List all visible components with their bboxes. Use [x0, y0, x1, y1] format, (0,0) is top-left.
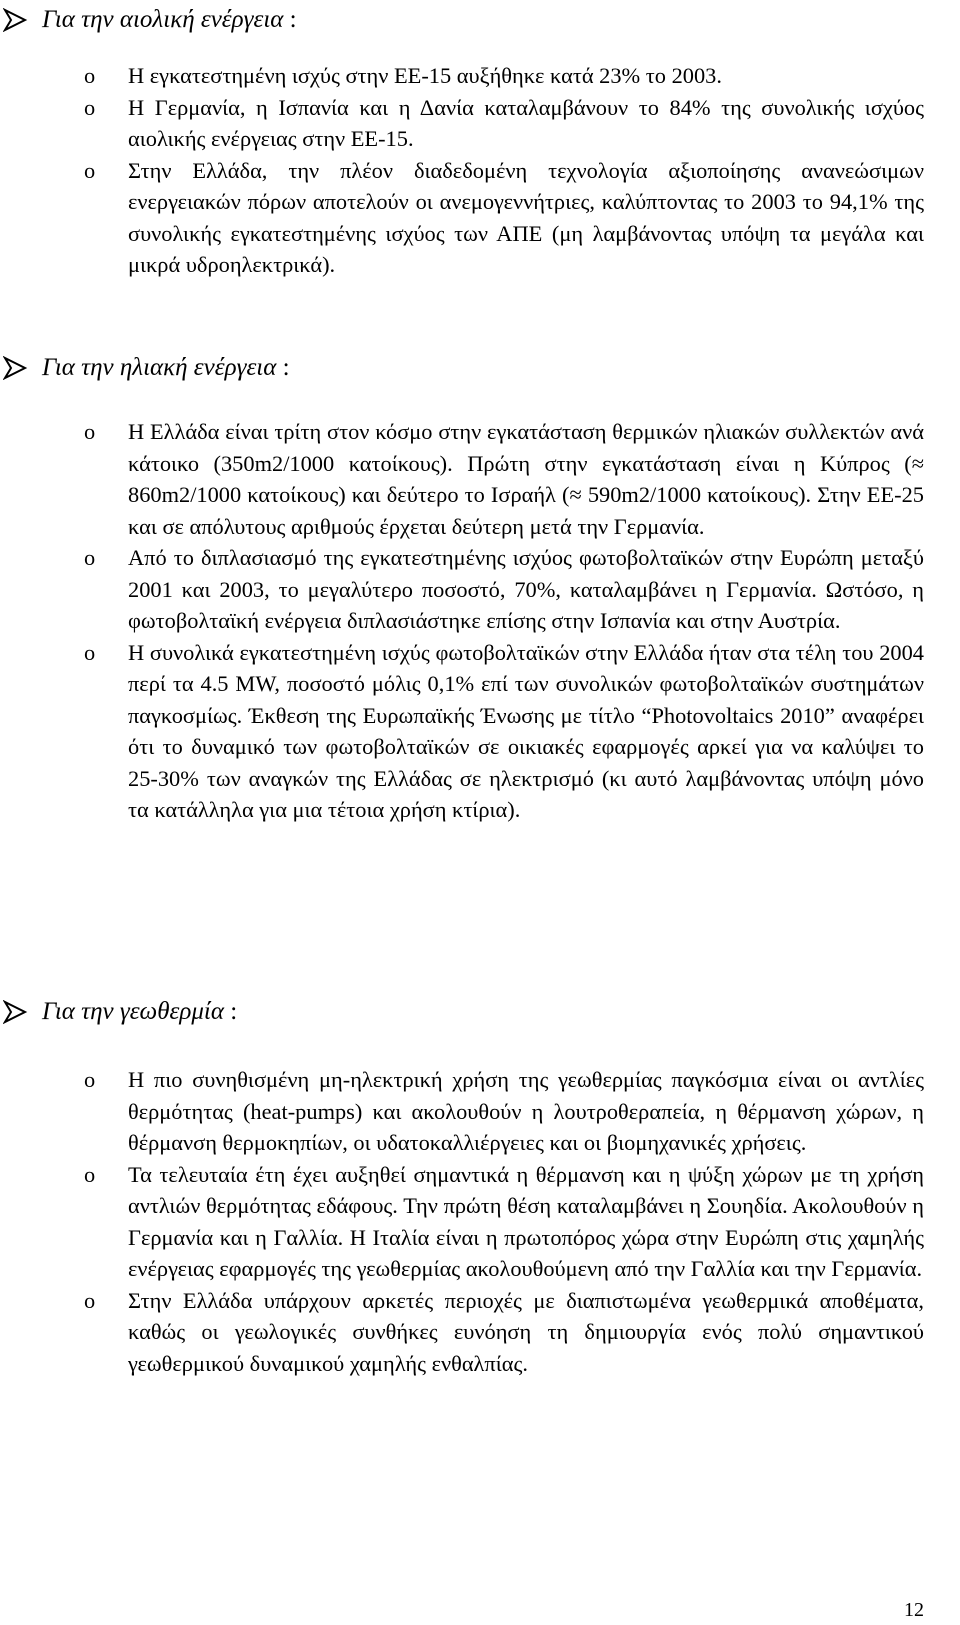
bullet-marker: o: [84, 639, 96, 665]
arrowhead-bullet-icon: [3, 992, 29, 1032]
section-title: Για την ηλιακή ενέργεια :: [42, 354, 290, 381]
section-wind-energy: [0, 0, 960, 281]
list-item: o Τα τελευταία έτη έχει αυξηθεί σημαντικά η θέρμανση και η ψύξη χώρων με τη χρήση αντλιών θερμότητας εδάφους. Την πρώτη θέση καταλαμβάνει η Σουηδία. Ακολουθούν η Γερμανία και η Γαλλία. Η Ιταλία είναι η πρωτοπόρος χώρα στην Ευρώπη στις χαμηλής ενέργειας εφαρμογές της γεωθερμίας ακολουθούμενη από την Γαλλία και την Γερμανία.: [0, 1159, 960, 1285]
page-number: 12: [904, 1599, 924, 1621]
section-title: Για την γεωθερμία :: [42, 998, 238, 1025]
bullet-marker: o: [84, 1287, 96, 1313]
section-heading: [0, 0, 960, 40]
bullet-list: [0, 416, 960, 826]
bullet-list: [0, 60, 960, 281]
bullet-list: [0, 1064, 960, 1379]
bullet-marker: o: [84, 419, 96, 444]
section-heading: [0, 992, 960, 1032]
section-geothermal: [0, 992, 960, 1379]
bullet-marker: o: [84, 94, 96, 120]
arrowhead-bullet-icon: [3, 348, 29, 388]
list-item: o Στην Ελλάδα υπάρχουν αρκετές περιοχές με διαπιστωμένα γεωθερμικά αποθέματα, καθώς οι γεωλογικές συνθήκες ευνόηση τη δημιουργία ενός πολύ σημαντικού γεωθερμικού δυναμικού χαμηλής ενθαλπίας.: [0, 1285, 960, 1380]
list-item: o Η Ελλάδα είναι τρίτη στον κόσμο στην εγκατάσταση θερμικών ηλιακών συλλεκτών ανά κάτοικο (350m2/1000 κατοίκους). Πρώτη στην εγκατάσταση είναι η Κύπρος (≈ 860m2/1000 κατοίκους) και δεύτερο το Ισραήλ (≈ 590m2/1000 κατοίκους). Στην ΕΕ-25 και σε απόλυτους αριθμούς έρχεται δεύτερη μετά την Γερμανία.: [0, 416, 960, 542]
list-item: o Η συνολικά εγκατεστημένη ισχύς φωτοβολταϊκών στην Ελλάδα ήταν στα τέλη του 2004 περί τα 4.5 MW, ποσοστό μόλις 0,1% επί των συνολικών φωτοβολταϊκών συστημάτων παγκοσμίως. Έκθεση της Ευρωπαϊκής Ένωσης με τίτλο “Photovoltaics 2010” αναφέρει ότι το δυναμικό των φωτοβολταϊκών σε οικιακές εφαρμογές αρκεί για να καλύψει το 25-30% των αναγκών της Ελλάδας σε ηλεκτρισμό (κι αυτό λαμβάνοντας υπόψη μόνο τα κατάλληλα για μια τέτοια χρήση κτίρια).: [0, 637, 960, 826]
list-item: o Στην Ελλάδα, την πλέον διαδεδομένη τεχνολογία αξιοποίησης ανανεώσιμων ενεργειακών πόρων αποτελούν οι ανεμογεννήτριες, καλύπτοντας το 2003 το 94,1% της συνολικής εγκατεστημένης ισχύος των ΑΠΕ (μη λαμβάνοντας υπόψη τα μεγάλα και μικρά υδροηλεκτρικά).: [0, 155, 960, 281]
list-item: o Από το διπλασιασμό της εγκατεστημένης ισχύος φωτοβολταϊκών στην Ευρώπη μεταξύ 2001 και 2003, το μεγαλύτερο ποσοστό, 70%, καταλαμβάνει η Γερμανία. Ωστόσο, η φωτοβολταϊκή ενέργεια διπλασιάστηκε επίσης στην Ισπανία και στην Αυστρία.: [0, 542, 960, 637]
bullet-marker: o: [84, 545, 96, 570]
bullet-marker: o: [84, 1161, 96, 1187]
section-heading: [0, 348, 960, 388]
list-item: o Η εγκατεστημένη ισχύς στην ΕΕ-15 αυξήθηκε κατά 23% το 2003.: [0, 60, 960, 92]
section-solar-energy: [0, 348, 960, 826]
bullet-marker: o: [84, 157, 96, 183]
section-title: Για την αιολική ενέργεια :: [42, 6, 297, 33]
arrowhead-bullet-icon: [3, 0, 29, 40]
list-item: o Η πιο συνηθισμένη μη-ηλεκτρική χρήση της γεωθερμίας παγκόσμια είναι οι αντλίες θερμότητας (heat-pumps) και ακολουθούν η λουτροθεραπεία, η θέρμανση χώρων, η θέρμανση θερμοκηπίων, οι υδατοκαλλιέργειες και οι βιομηχανικές χρήσεις.: [0, 1064, 960, 1159]
list-item: o Η Γερμανία, η Ισπανία και η Δανία καταλαμβάνουν το 84% της συνολικής ισχύος αιολικής ενέργειας στην ΕΕ-15.: [0, 92, 960, 155]
bullet-marker: o: [84, 63, 96, 88]
bullet-marker: o: [84, 1067, 96, 1092]
